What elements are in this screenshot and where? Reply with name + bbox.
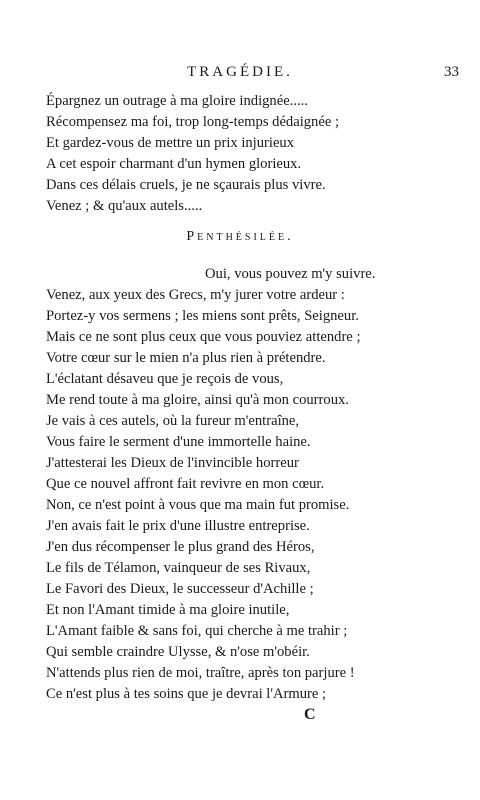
verse-line: Votre cœur sur le mien n'a plus rien à prétendre. [46,350,326,366]
verse-line: Venez, aux yeux des Grecs, m'y jurer votre ardeur : [46,287,345,303]
verse-line: Que ce nouvel affront fait revivre en mon cœur. [46,476,325,492]
verse-line: Ce n'est plus à tes soins que je devrai l'Armure ; [46,686,327,702]
speaker-name: Penthésilée. [186,229,294,244]
verse-line: Je vais à ces autels, où la fureur m'entraîne, [46,413,300,429]
verse-line: Portez-y vos sermens ; les miens sont prêts, Seigneur. [46,308,359,324]
verse-line: Oui, vous pouvez m'y suivre. [205,266,376,282]
verse-line: Mais ce ne sont plus ceux que vous pouviez attendre ; [46,329,361,345]
verse-line: L'éclatant désaveu que je reçois de vous, [46,371,284,387]
page-number: 33 [444,64,459,80]
verse-line: Le Favori des Dieux, le successeur d'Achille ; [46,581,314,597]
verse-line: Non, ce n'est point à vous que ma main fut promise. [46,497,350,513]
verse-line: A cet espoir charmant d'un hymen glorieux. [46,156,302,172]
verse-line: J'en avais fait le prix d'une illustre entreprise. [46,518,310,534]
verse-line: Venez ; & qu'aux autels..... [46,198,203,214]
verse-line: J'attesterai les Dieux de l'invincible horreur [46,455,299,471]
verse-line: Récompensez ma foi, trop long-temps dédaignée ; [46,114,340,130]
verse-line: N'attends plus rien de moi, traître, après ton parjure ! [46,665,355,681]
verse-line: Et gardez-vous de mettre un prix injurieux [46,135,295,151]
verse-line: Vous faire le serment d'une immortelle haine. [46,434,311,450]
verse-line: L'Amant faible & sans foi, qui cherche à me trahir ; [46,623,348,639]
verse-line: Me rend toute à ma gloire, ainsi qu'à mon courroux. [46,392,349,408]
verse-line: Le fils de Télamon, vainqueur de ses Rivaux, [46,560,311,576]
verse-line: J'en dus récompenser le plus grand des Héros, [46,539,315,555]
signature-mark: C [304,706,316,723]
verse-line: Et non l'Amant timide à ma gloire inutile, [46,602,290,618]
verse-line: Dans ces délais cruels, je ne sçaurais plus vivre. [46,177,326,193]
page-header [0,64,480,86]
verse-line: Épargnez un outrage à ma gloire indignée..... [46,93,308,109]
running-title: TRAGÉDIE. [187,64,293,80]
verse-line: Qui semble craindre Ulysse, & n'ose m'obéir. [46,644,310,660]
